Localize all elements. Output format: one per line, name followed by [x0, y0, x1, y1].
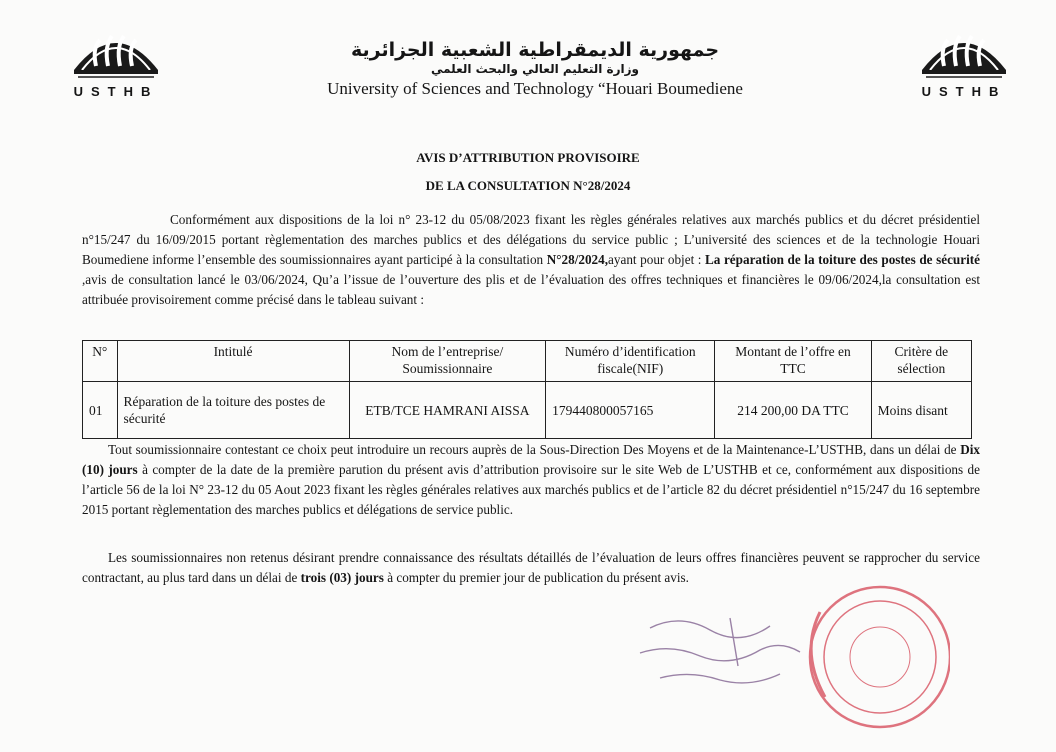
col-header-company: Nom de l’entreprise/ Soumissionnaire [349, 341, 546, 382]
letterhead [250, 38, 820, 100]
appeal-delay: Dix (10) jours [82, 442, 980, 477]
unsuccessful-delay: trois (03) jours [300, 570, 384, 585]
cell-company: ETB/TCE HAMRANI AISSA [349, 382, 546, 439]
cell-title: Réparation de la toiture des postes de sécurité [117, 382, 349, 439]
usthb-emblem-icon [66, 18, 166, 84]
intro-paragraph [82, 210, 980, 310]
appeal-text-2: à compter de la date de la première parution du présent avis d’attribution provisoire sur le site Web de L’USTHB et ce, conformément aux dispositions de l’article 56 de la loi N° 23-12 du 05 Aout 2023 fixant les règles générales relatives aux marchés publics et de l’article 82 du décret présidentiel n°15/247 du 16 septembre 2015 portant règlementation des marches publics et délégations de service public. [82, 462, 980, 517]
logo-text: USTHB [73, 84, 159, 99]
arabic-republic-line: جمهورية الديمقراطية الشعبية الجزائرية [350, 39, 720, 61]
usthb-logo-left [66, 18, 166, 98]
unsuccessful-text-2: à compter du premier jour de publication du présent avis. [383, 570, 689, 585]
table-row [83, 382, 972, 439]
appeal-paragraph [82, 440, 980, 520]
consultation-title: DE LA CONSULTATION N°28/2024 [425, 178, 631, 193]
appeal-text-1: Tout soumissionnaire contestant ce choix peut introduire un recours auprès de la Sous-Direction Des Moyens et de la Maintenance-L’USTHB, dans un délai de [108, 442, 961, 457]
col-header-criterion: Critère de sélection [871, 341, 971, 382]
col-header-title: Intitulé [117, 341, 349, 382]
usthb-emblem-icon [914, 18, 1014, 84]
intro-text-3: ,avis de consultation lancé le 03/06/2024, Qu’a l’issue de l’ouverture des plis et de l’évaluation des offres techniques et financières le 09/06/2024,la consultation est attribuée provisoirement comme précisé dans le tableau suivant : [82, 272, 980, 307]
col-header-nif: Numéro d’identification fiscale(NIF) [546, 341, 715, 382]
consultation-ref: N°28/2024, [546, 252, 609, 267]
unsuccessful-text-1: Les soumissionnaires non retenus désirant prendre connaissance des résultats détaillés de l’évaluation de leurs offres financières peuvent se rapprocher du service contractant, au plus tard dans un délai de [82, 550, 980, 585]
consultation-object: La réparation de la toiture des postes de sécurité [705, 252, 981, 267]
intro-text-1: Conformément aux dispositions de la loi n° 23-12 du 05/08/2023 fixant les règles générales relatives aux marchés publics et du décret présidentiel n°15/247 du 16/09/2015 portant règlementation des marches publics et des délégations du service public ; L’université des sciences et de la technologie Houari Boumediene informe l’ensemble des soumissionnaires ayant participé à la consultation [82, 212, 980, 267]
logo-text: USTHB [921, 84, 1007, 99]
table-header-row [83, 341, 972, 382]
university-name: University of Sciences and Technology “Houari Boumediene [327, 79, 743, 98]
cell-amount: 214 200,00 DA TTC [715, 382, 871, 439]
col-header-number: N° [83, 341, 118, 382]
cell-nif: 179440800057165 [546, 382, 715, 439]
usthb-logo-right [914, 18, 1014, 98]
intro-text-2: ayant pour objet : [608, 252, 705, 267]
col-header-amount: Montant de l’offre en TTC [715, 341, 871, 382]
official-stamp [780, 572, 950, 732]
cell-number: 01 [83, 382, 118, 439]
cell-criterion: Moins disant [871, 382, 971, 439]
attribution-table [82, 340, 972, 439]
notice-title: AVIS D’ATTRIBUTION PROVISOIRE [416, 150, 640, 165]
arabic-ministry-line: وزارة التعليم العالي والبحث العلمي [430, 62, 640, 76]
